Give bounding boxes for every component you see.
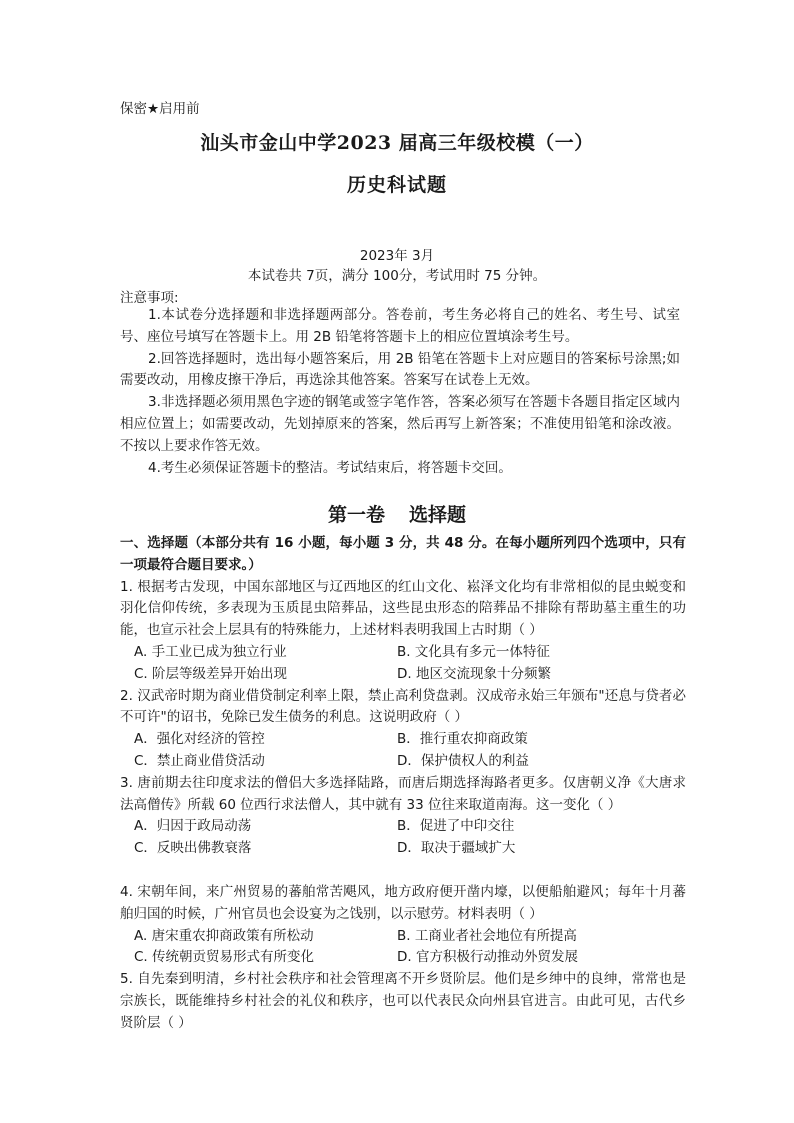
question-stem: 5. 自先秦到明清，乡村社会秩序和社会管理离不开乡贤阶层。他们是乡绅中的良绅，常常也是宗族长，既能维持乡村社会的礼仪和秩序，也可以代表民众向州县官进言。由此可见，古代乡贤阶层（ ） — [120, 971, 686, 1031]
confidential-label: 保密★启用前 — [120, 101, 200, 117]
question-stem: 4. 宋朝年间，来广州贸易的蕃舶常苦飓风，地方政府便开凿内壕，以便船舶避风；每年十月蕃舶归国的时候，广州官员也会设宴为之饯别，以示慰劳。材料表明（ ） — [120, 883, 686, 922]
section-volume: 第一卷 — [327, 504, 385, 526]
question-area — [120, 533, 686, 1035]
question-stem: 2. 汉武帝时期为商业借贷制定利率上限，禁止高利贷盘剥。汉成帝永始三年颁布"还息与贷者必不可许"的诏书，免除已发生债务的利息。这说明政府（ ） — [120, 687, 686, 726]
notice-list — [120, 305, 680, 479]
question-stem: 3. 唐前期去往印度求法的僧侣大多选择陆路，而唐后期选择海路者更多。仅唐朝义净《大唐求法高僧传》所载 60 位西行求法僧人，其中就有 33 位往来取道南海。这一变化（ ） — [120, 774, 686, 813]
question-stem: 1. 根据考古发现，中国东部地区与辽西地区的红山文化、崧泽文化均有非常相似的昆虫蜕变和羽化信仰传统，多表现为玉质昆虫陪葬品，这些昆虫形态的陪葬品不排除有帮助墓主重生的功能，也宣示社会上层具有的特殊能力，上述材料表明我国上古时期（ ） — [120, 578, 686, 639]
section-title — [0, 500, 794, 527]
option-d: D. 地区交流现象十分频繁 — [397, 665, 551, 682]
section-name: 选择题 — [409, 504, 467, 526]
option-c: C．禁止商业借贷活动 — [134, 752, 265, 769]
notice-heading: 注意事项: — [120, 290, 179, 306]
exam-info: 本试卷共 7页，满分 100分，考试用时 75 分钟。 — [247, 268, 547, 284]
notice-item: 3.非选择题必须用黑色字迹的钢笔或签字笔作答，答案必须写在答题卡各题目指定区域内相应位置上；如需要改动，先划掉原来的答案，然后再写上新答案；不准使用铅笔和涂改液。不按以上要求作答无效。 — [120, 394, 680, 454]
option-b: B. 工商业者社会地位有所提高 — [397, 927, 577, 944]
option-c: C. 传统朝贡贸易形式有所变化 — [134, 949, 315, 966]
question-options — [120, 729, 686, 773]
exam-title: 汕头市金山中学2023 届高三年级校模（一） — [200, 132, 594, 154]
question-options — [120, 642, 686, 686]
option-b: B．促进了中印交往 — [397, 818, 515, 835]
option-a: A. 手工业已成为独立行业 — [134, 643, 287, 660]
option-a: A. 唐宋重农抑商政策有所松动 — [134, 927, 314, 944]
option-d: D. 官方积极行动推动外贸发展 — [397, 949, 578, 966]
option-c: C．反映出佛教衰落 — [134, 840, 252, 857]
question-options — [120, 816, 686, 860]
section-instructions: 一、选择题（本部分共有 16 小题，每小题 3 分，共 48 分。在每小题所列四个选项中，只有一项最符合题目要求。） — [120, 535, 686, 573]
exam-date: 2023年 3月 — [359, 248, 435, 264]
notice-item: 1.本试卷分选择题和非选择题两部分。答卷前，考生务必将自己的姓名、考生号、试室号、座位号填写在答题卡上。用 2B 铅笔将答题卡上的相应位置填涂考生号。 — [120, 307, 680, 345]
option-a: A．归因于政局动荡 — [134, 818, 252, 835]
notice-item: 2.回答选择题时，选出每小题答案后，用 2B 铅笔在答题卡上对应题目的答案标号涂黑;如需要改动，用橡皮擦干净后，再选涂其他答案。答案写在试卷上无效。 — [120, 350, 680, 389]
option-d: D．保护债权人的利益 — [397, 752, 529, 769]
option-b: B．推行重农抑商政策 — [397, 731, 528, 748]
option-d: D．取决于疆域扩大 — [397, 840, 516, 857]
notice-item: 4.考生必须保证答题卡的整洁。考试结束后，将答题卡交回。 — [148, 459, 512, 476]
option-c: C. 阶层等级差异开始出现 — [134, 665, 288, 682]
option-a: A．强化对经济的管控 — [134, 731, 265, 748]
option-b: B. 文化具有多元一体特征 — [397, 643, 550, 660]
spacer — [120, 860, 686, 882]
question-options — [120, 926, 686, 970]
exam-subtitle: 历史科试题 — [346, 174, 447, 196]
